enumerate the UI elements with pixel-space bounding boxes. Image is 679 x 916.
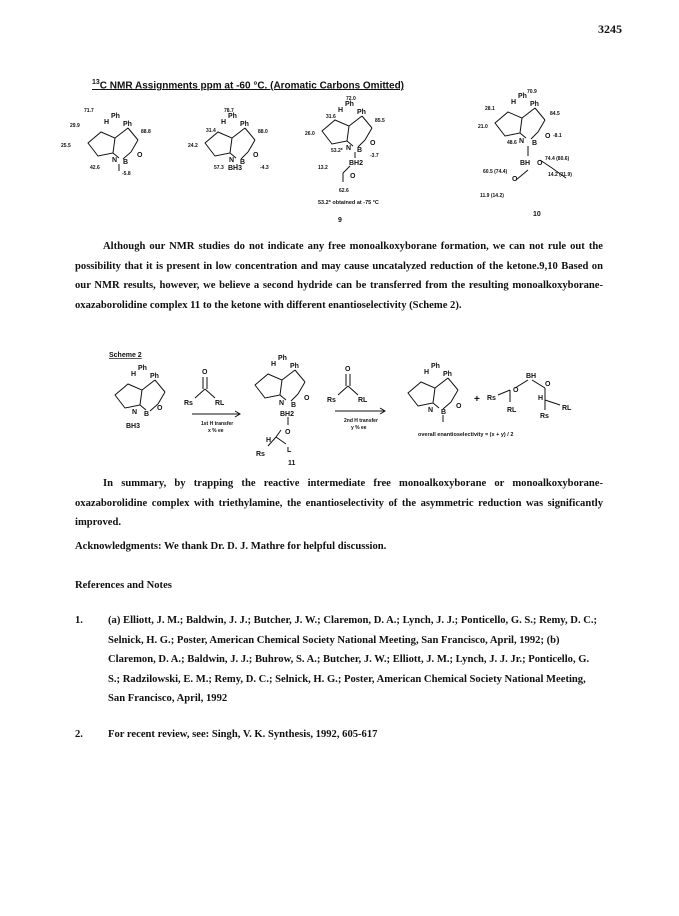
scheme-a-o: O	[157, 405, 163, 412]
acknowledgments	[75, 541, 603, 552]
s4-shift-4: 84.5	[550, 111, 560, 117]
scheme-11-n: N	[279, 400, 285, 407]
s2-shift-1: 78.7	[224, 108, 234, 114]
s4-atom-n: N	[519, 138, 525, 145]
s4-atom-bh: BH	[520, 160, 531, 167]
paragraph-summary: In summary, by trapping the reactive intermediate free monoalkoxyborane or monoalkoxyborane-oxazaborolidine complex with triethylamine, the enantioselectivity of the asymmetric reduction was significantly improved.	[75, 478, 603, 528]
compound-10-label: 10	[533, 211, 541, 218]
scheme-a-b: B	[144, 411, 150, 418]
compound-9-label: 9	[338, 217, 342, 224]
scheme-d-rs2: Rs	[540, 413, 549, 420]
scheme-11-b: B	[291, 402, 297, 409]
s4-atom-b: B	[532, 140, 538, 147]
s1-shift-4: 88.8	[141, 129, 151, 135]
scheme-p-o: O	[456, 403, 462, 410]
s3-shift-2: 31.6	[326, 114, 336, 120]
s2-shift-3: 24.2	[188, 143, 198, 149]
scheme-d-o1: O	[513, 387, 519, 394]
scheme-d-rl2: RL	[562, 405, 572, 412]
s2-shift-2: 31.4	[206, 128, 216, 134]
s3-shift-6: -3.7	[370, 153, 379, 159]
s4-shift-2: 28.1	[485, 106, 495, 112]
scheme-structure-ketone-2	[338, 374, 358, 395]
s2-atom-o: O	[253, 152, 259, 159]
scheme-d-bh: BH	[526, 373, 537, 380]
scheme-11-o2: O	[285, 429, 291, 436]
s1-atom-b: B	[123, 159, 129, 166]
s2-atom-b: B	[240, 159, 246, 166]
reference-item	[75, 611, 603, 711]
scheme-a-bh3: BH3	[126, 423, 141, 430]
scheme-plus: +	[474, 394, 480, 405]
scheme-11-h: H	[271, 361, 277, 368]
scheme-structure-dialkoxyborane	[498, 380, 560, 410]
scheme-11-rs: Rs	[256, 451, 265, 458]
scheme-a-ph2: Ph	[150, 373, 159, 380]
s3-atom-ph2: Ph	[357, 109, 366, 116]
s4-shift-3: 21.0	[478, 124, 488, 130]
scheme-11-h2: H	[266, 437, 272, 444]
scheme-arrow1-bottom: x % ee	[208, 428, 224, 434]
s1-atom-h: H	[104, 119, 110, 126]
scheme-k-o: O	[202, 369, 208, 376]
s4-shift-7: 74.4 (80.6)	[545, 156, 570, 162]
s4-shift-8: 60.5 (74.4)	[483, 169, 508, 175]
scheme-structure-product-oxazaborolidine	[408, 378, 458, 422]
s3-atom-n: N	[346, 145, 352, 152]
s1-shift-1: 71.7	[84, 108, 94, 114]
s3-shift-4: 85.5	[375, 118, 385, 124]
s3-shift-3: 26.0	[305, 131, 315, 137]
s2-shift-6: -4.3	[260, 165, 269, 171]
s2-shift-5: 57.3	[214, 165, 224, 171]
scheme-overall-enantioselectivity: overall enantioselectivity = (x + y) / 2	[418, 432, 514, 438]
scheme-d-rs: Rs	[487, 395, 496, 402]
scheme-k-rs: Rs	[184, 400, 193, 407]
s2-atom-h: H	[221, 119, 227, 126]
reference-number: 2.	[75, 729, 83, 740]
scheme-p-h: H	[424, 369, 430, 376]
s4-atom-h: H	[511, 99, 517, 106]
scheme-arrow1-top: 1st H transfer	[201, 421, 234, 427]
s3-atom-bh2: BH2	[349, 160, 364, 167]
nmr-title-superscript: 13	[92, 79, 100, 86]
s4-shift-5: -8.1	[553, 133, 562, 139]
s4-atom-ph1: Ph	[518, 93, 527, 100]
scheme-title: Scheme 2	[109, 352, 142, 359]
scheme-k-rl: RL	[215, 400, 225, 407]
s3-shift-5: 53.2*	[331, 148, 343, 154]
scheme-d-h: H	[538, 395, 544, 402]
s3-shift-8: 62.6	[339, 188, 349, 194]
s1-atom-n: N	[112, 157, 118, 164]
scheme-p-b: B	[441, 409, 447, 416]
s3-shift-1: 72.0	[346, 96, 356, 102]
s4-shift-1: 70.9	[527, 89, 537, 95]
s4-atom-ph2: Ph	[530, 101, 539, 108]
s3-atom-o: O	[370, 140, 376, 147]
s2-shift-4: 88.0	[258, 129, 268, 135]
scheme-d-o2: O	[545, 381, 551, 388]
scheme-11-bh2: BH2	[280, 411, 295, 418]
s2-atom-bh3: BH3	[228, 165, 243, 172]
s3-atom-h: H	[338, 107, 344, 114]
scheme-a-ph1: Ph	[138, 365, 147, 372]
scheme-k2-rs: Rs	[327, 397, 336, 404]
s3-note: 53.2* obtained at -75 °C	[318, 200, 379, 206]
s3-atom-o2: O	[350, 173, 356, 180]
scheme-p-ph1: Ph	[431, 363, 440, 370]
s1-atom-ph2: Ph	[123, 121, 132, 128]
s3-atom-ph1: Ph	[345, 101, 354, 108]
s4-atom-o2: O	[537, 160, 543, 167]
scheme-11-ph2: Ph	[290, 363, 299, 370]
scheme-structure-ketone	[195, 377, 215, 398]
reference-item	[75, 725, 603, 747]
compound-11-label: 11	[288, 460, 296, 467]
s4-shift-10: 11.9 (14.2)	[480, 193, 504, 199]
scheme-p-ph2: Ph	[443, 371, 452, 378]
s4-atom-o3: O	[512, 176, 518, 183]
s1-shift-3: 25.5	[61, 143, 71, 149]
page-number: 3245	[598, 22, 622, 36]
scheme-structure-11	[255, 370, 305, 446]
acknowledgments-text: We thank Dr. D. J. Mathre for helpful discussion.	[161, 541, 387, 552]
reference-number: 1.	[75, 615, 83, 626]
scheme-d-rl1: RL	[507, 407, 517, 414]
s4-shift-9: 14.2 (11.9)	[548, 172, 572, 178]
s2-atom-ph1: Ph	[228, 113, 237, 120]
scheme-arrow2-top: 2nd H transfer	[344, 418, 378, 424]
s2-atom-n: N	[229, 157, 235, 164]
references-heading: References and Notes	[75, 580, 172, 591]
scheme-p-n: N	[428, 407, 434, 414]
s3-atom-b: B	[357, 147, 363, 154]
scheme-11-l: L	[287, 447, 292, 454]
scheme-a-n: N	[132, 409, 138, 416]
scheme-a-h: H	[131, 371, 137, 378]
s4-atom-o: O	[545, 133, 551, 140]
s1-shift-6: -5.8	[122, 171, 131, 177]
reference-text: For recent review, see: Singh, V. K. Synthesis, 1992, 605-617	[108, 729, 378, 740]
s1-shift-5: 42.6	[90, 165, 100, 171]
acknowledgments-label: Acknowledgments:	[75, 541, 162, 552]
s4-shift-6: 48.6	[507, 140, 517, 146]
scheme-k2-o: O	[345, 366, 351, 373]
scheme-arrow2-bottom: y % ee	[351, 425, 367, 431]
scheme-11-o: O	[304, 395, 310, 402]
reference-text: (a) Elliott, J. M.; Baldwin, J. J.; Butcher, J. W.; Claremon, D. A.; Lynch, J. J.; Ponticello, G. S.; Remy, D. C.; Selnick, H. G.; Poster, American Chemical Society National Meeting, San Francisco, April, 1992; (b) Claremon, D. A.; Baldwin, J. J.; Buhrow, S. A.; Butcher, J. W.; Elliott, J. M.; Lynch, J. J. Jr.; Ponticello, G. S.; Radzilowski, E. M.; Remy, D. C.; Selnick, H. G.; Poster, American Chemical Society National Meeting, San Francisco, April, 1992	[108, 615, 598, 704]
scheme-k2-rl: RL	[358, 397, 368, 404]
s1-atom-o: O	[137, 152, 143, 159]
paragraph-nmr-discussion: Although our NMR studies do not indicate any free monoalkoxyborane formation, we can not rule out the possibility that it is present in low concentration and may cause uncatalyzed reduction of the ketone.9,10 Based on our NMR results, however, we believe a second hydride can be transferred from the resulting monoalkoxyborane-oxazaborolidine complex 11 to the ketone with different enantioselectivity (Scheme 2).	[75, 241, 603, 311]
s2-atom-ph2: Ph	[240, 121, 249, 128]
scheme-11-ph1: Ph	[278, 355, 287, 362]
nmr-title-text: C NMR Assignments ppm at -60 °C. (Aromatic Carbons Omitted)	[99, 80, 405, 92]
s1-atom-ph1: Ph	[111, 113, 120, 120]
s3-shift-7: 13.2	[318, 165, 328, 171]
s1-shift-2: 29.9	[70, 123, 80, 129]
